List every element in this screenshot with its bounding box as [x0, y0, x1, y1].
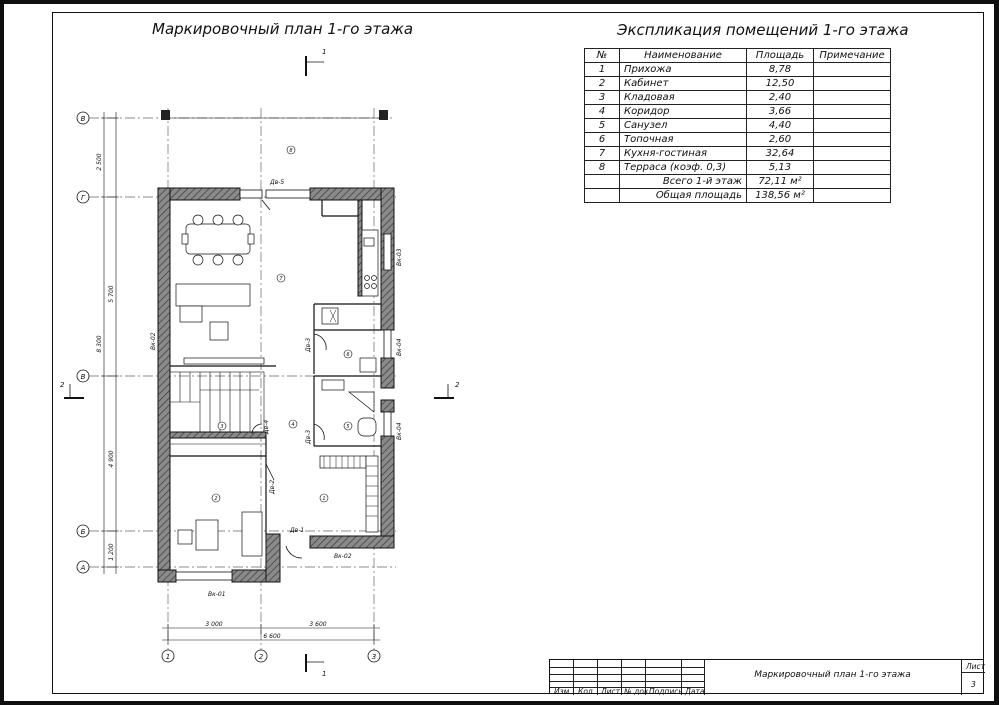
axis-label-b: Б	[80, 528, 86, 536]
window-label-vk02-bottom: Вк-02	[334, 553, 352, 560]
plan-title: Маркировочный план 1-го этажа	[152, 20, 414, 38]
room-number-4: 4	[291, 422, 295, 428]
row-name: Кухня-гостиная	[620, 147, 747, 161]
stamp-col-list: Лист	[601, 687, 621, 696]
doors	[252, 200, 326, 558]
toilet	[358, 418, 376, 436]
header-name: Наименование	[620, 49, 747, 63]
row-name: Терраса (коэф. 0,3)	[620, 161, 747, 175]
door-label-dv3b: Дв-3	[305, 429, 312, 444]
row-name: Кладовая	[620, 91, 747, 105]
explication-title: Экспликация помещений 1-го этажа	[617, 21, 909, 39]
window-label-vk02-left: Вк-02	[150, 332, 157, 350]
header-number: №	[585, 49, 620, 63]
row-area: 3,66	[747, 105, 814, 119]
shower	[349, 392, 374, 412]
door-label-dv2: Дв-2	[269, 479, 276, 494]
room-number-3: 3	[220, 424, 224, 430]
row-area: 8,78	[747, 63, 814, 77]
header-note: Примечание	[814, 49, 891, 63]
section-mark-2-left: 2	[60, 381, 65, 389]
row-name: Коридор	[620, 105, 747, 119]
floor-plan-drawing	[4, 4, 994, 701]
row-area: 2,40	[747, 91, 814, 105]
row-number: 3	[585, 91, 620, 105]
row-area: 12,50	[747, 77, 814, 91]
room-number-2: 2	[214, 496, 218, 502]
window-label-vk04a: Вк-04	[396, 338, 403, 356]
row-name: Топочная	[620, 133, 747, 147]
room-number-1: 1	[322, 496, 326, 502]
dim-left-3: 8 300	[96, 335, 103, 353]
window-label-vk03: Вк-03	[396, 248, 403, 266]
axis-label-v2: В	[80, 373, 86, 381]
header-area: Площадь	[747, 49, 814, 63]
row-area: 2,60	[747, 133, 814, 147]
window-label-vk01: Вк-01	[208, 591, 226, 598]
axis-label-g: Г	[81, 194, 85, 202]
title-block	[549, 659, 984, 694]
row-name: Санузел	[620, 119, 747, 133]
door-label-dv4: Дв-4	[263, 419, 270, 434]
section-mark-1-bottom: 1	[322, 670, 327, 678]
axis-label-a: А	[80, 564, 86, 572]
row-name: Кабинет	[620, 77, 747, 91]
coffee-table	[210, 322, 228, 340]
row-number: 1	[585, 63, 620, 77]
total-area-label: Общая площадь	[620, 189, 747, 203]
stamp-col-signature: Подпись	[649, 687, 683, 696]
stamp-sheet-number: 3	[971, 680, 976, 689]
row-name: Прихожа	[620, 63, 747, 77]
dim-left-5: 1 200	[108, 543, 115, 561]
room-number-8: 8	[289, 148, 293, 154]
axis-label-v1: В	[80, 115, 86, 123]
total-area-value: 138,56 м²	[747, 189, 814, 203]
sink	[322, 380, 344, 390]
row-area: 32,64	[747, 147, 814, 161]
row-number: 2	[585, 77, 620, 91]
row-area: 4,40	[747, 119, 814, 133]
desk	[196, 520, 218, 550]
door-label-dv5: Дв-5	[270, 179, 285, 186]
dim-left-4: 4 900	[108, 450, 115, 468]
window-label-vk04b: Вк-04	[396, 422, 403, 440]
dim-bottom-2: 3 600	[309, 621, 327, 628]
dim-bottom-3: 6 600	[263, 633, 281, 640]
dining-table	[186, 224, 250, 254]
row-number: 4	[585, 105, 620, 119]
section-mark-1-top: 1	[322, 48, 327, 56]
tv-stand	[184, 358, 264, 364]
shoe-rack	[320, 456, 366, 468]
axis-label-2: 2	[258, 653, 264, 661]
stamp-col-izm: Изм	[554, 687, 570, 696]
stamp-col-date: Дата	[685, 687, 705, 696]
axis-label-3: 3	[371, 653, 377, 661]
door-label-dv3a: Дв-3	[305, 337, 312, 352]
total-floor-label: Всего 1-й этаж	[620, 175, 747, 189]
room-number-5: 5	[346, 424, 350, 430]
stamp-col-kol: Кол.	[578, 687, 596, 696]
row-number: 6	[585, 133, 620, 147]
row-number: 5	[585, 119, 620, 133]
room-number-6: 6	[346, 352, 350, 358]
row-area: 5,13	[747, 161, 814, 175]
dimension-lines-left	[101, 112, 119, 574]
row-number: 7	[585, 147, 620, 161]
dim-left-1: 2 500	[96, 153, 103, 171]
stamp-title: Маркировочный план 1-го этажа	[754, 670, 911, 680]
stamp-sheet-label: Лист	[966, 662, 986, 671]
total-floor-value: 72,11 м²	[747, 175, 814, 189]
sofa	[176, 284, 250, 306]
dim-left-2: 5 700	[108, 285, 115, 303]
room-number-7: 7	[279, 276, 283, 282]
axis-label-1: 1	[165, 653, 171, 661]
furniture	[176, 215, 378, 556]
wardrobe	[366, 456, 378, 532]
section-mark-2-right: 2	[455, 381, 460, 389]
office-sofa	[242, 512, 262, 556]
door-label-dv1: Дв-1	[290, 527, 305, 534]
row-number: 8	[585, 161, 620, 175]
dim-bottom-1: 3 000	[205, 621, 223, 628]
drawing-sheet	[4, 4, 994, 701]
office-chair	[178, 530, 192, 544]
stamp-col-doc: № док	[624, 687, 649, 696]
terrace	[161, 110, 388, 120]
